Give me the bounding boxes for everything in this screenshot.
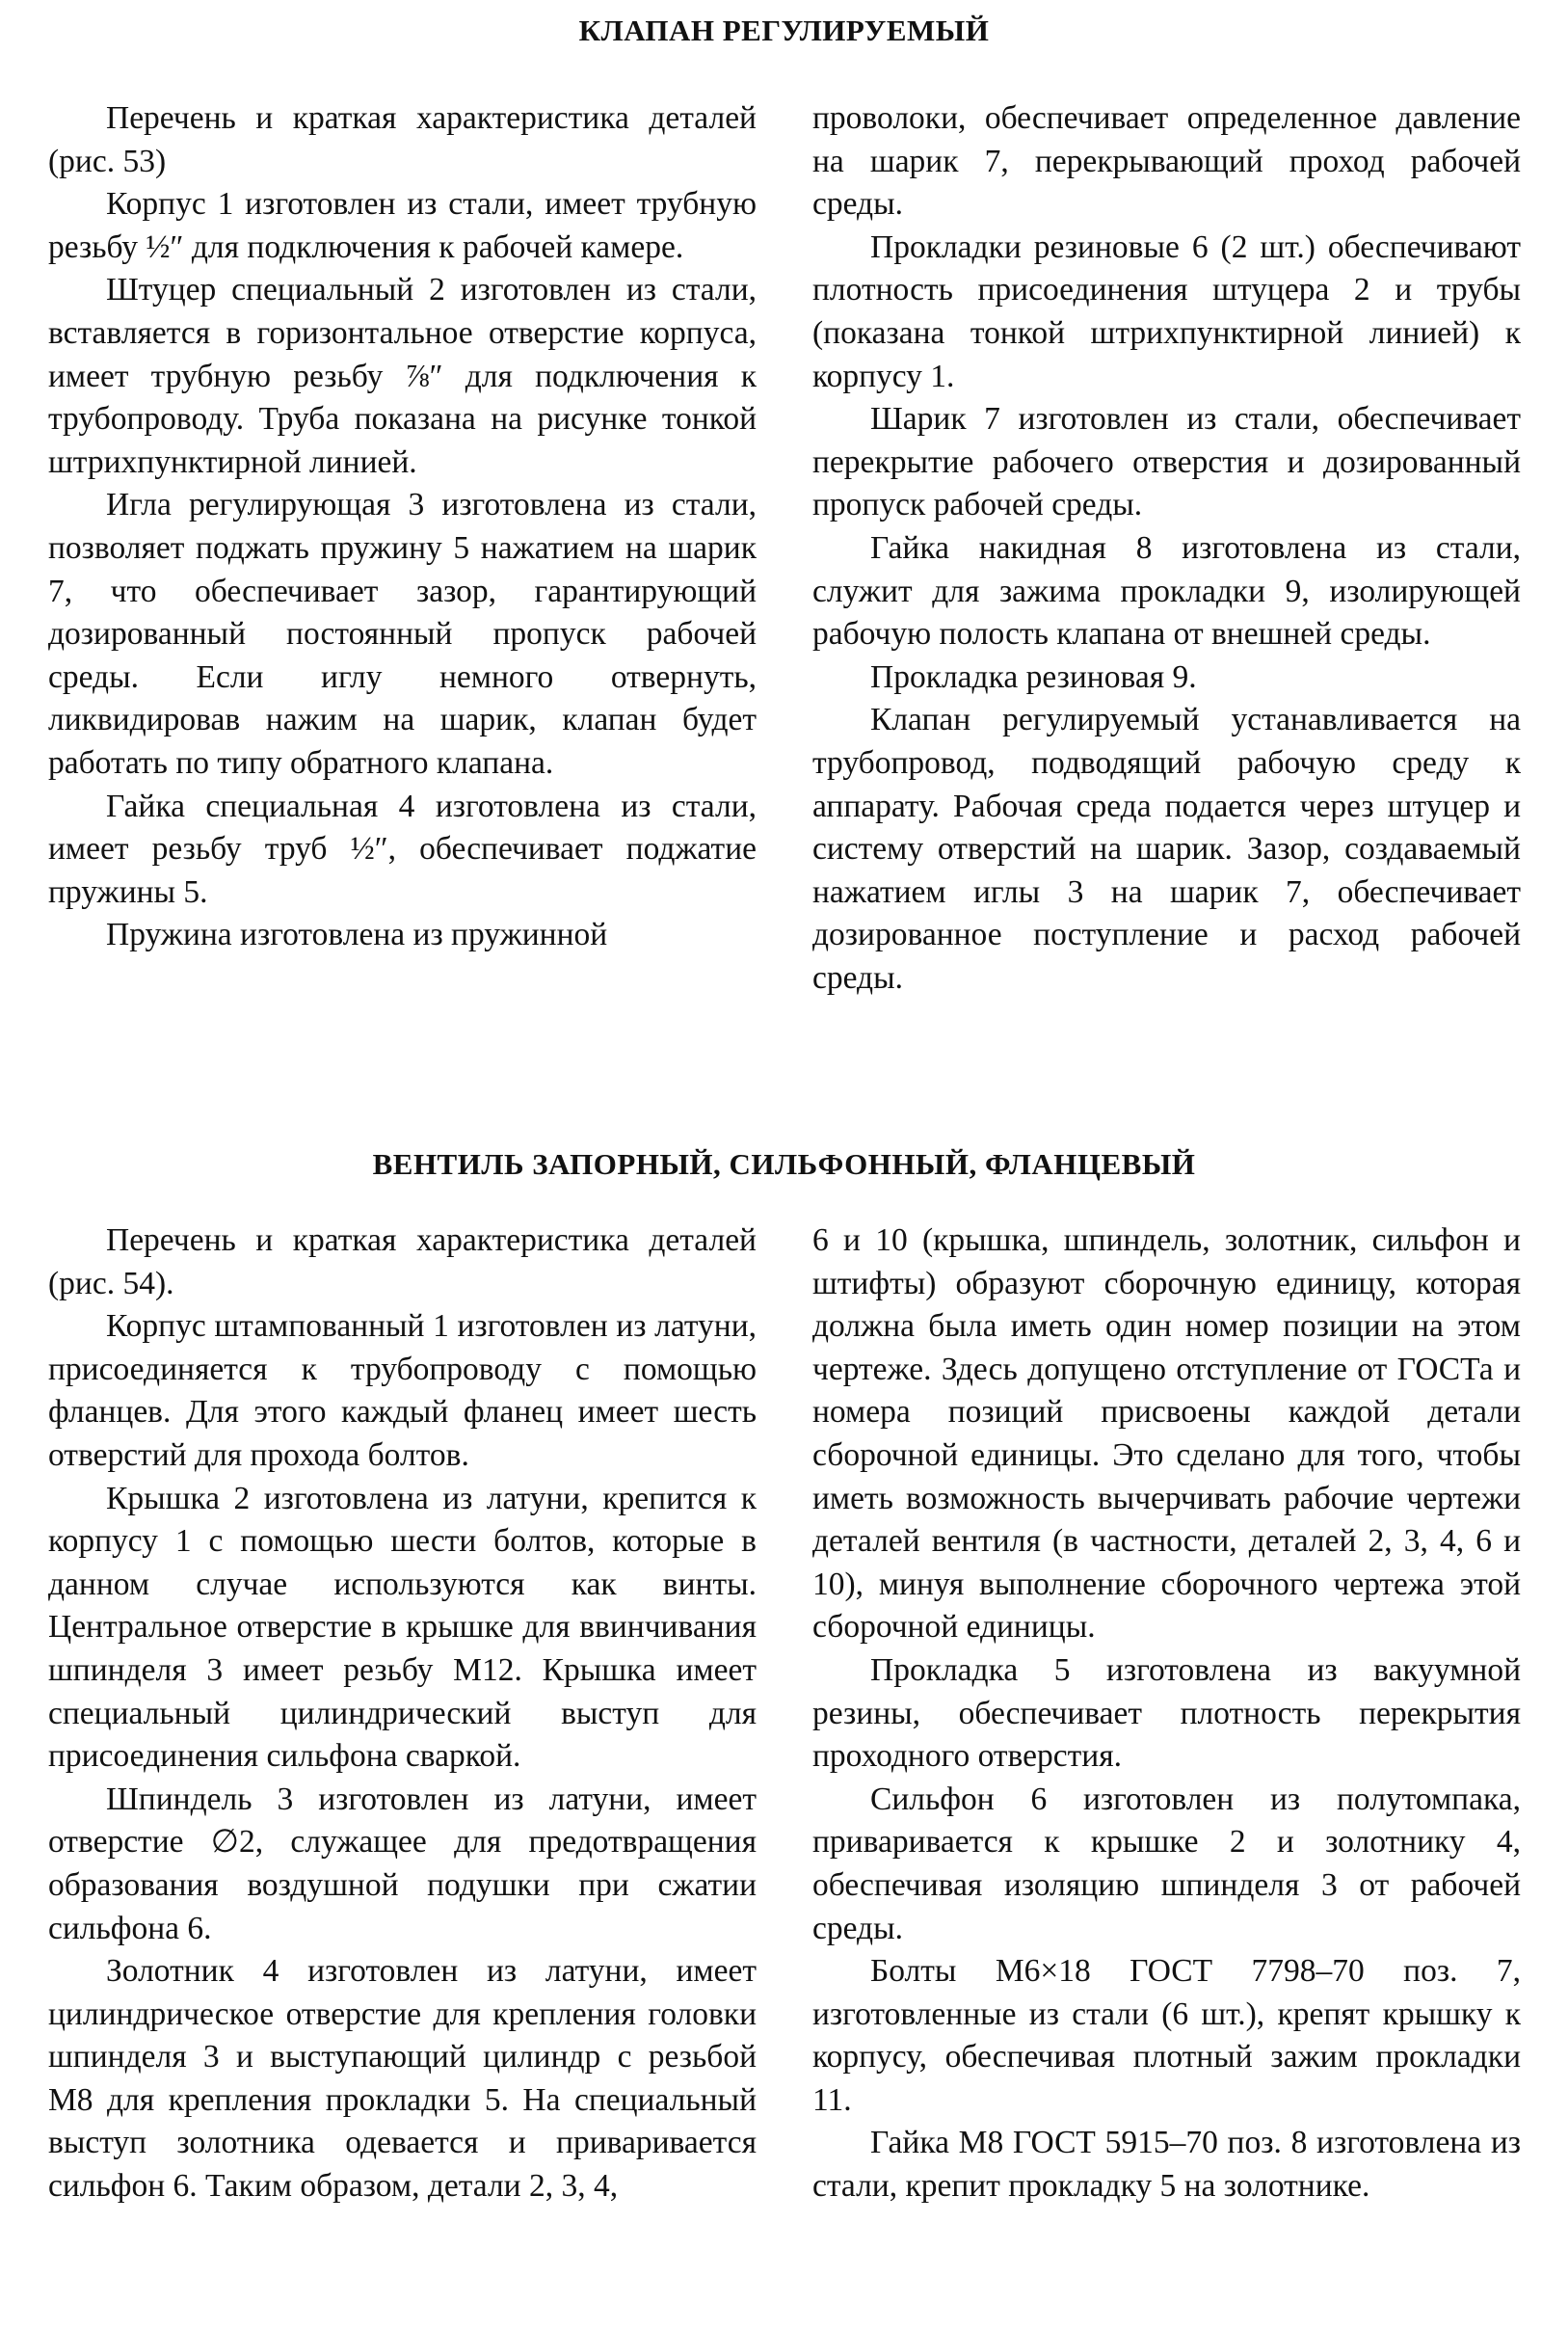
paragraph: Штуцер специальный 2 изготовлен из стали, вставляется в горизонтальное отверстие корпуса, имеет трубную резьбу ⅞″ для подключения к трубопроводу. Труба показана на рисунке тонкой штрихпунктирной линией. [48, 272, 757, 480]
paragraph: Игла регулирующая 3 изготовлена из стали, позволяет поджать пружину 5 нажатием на шарик 7, что обеспечивает зазор, гарантирующий дозированный постоянный пропуск рабочей среды. Если иглу немного отвернуть, ликвидировав нажим на шарик, клапан будет работать по типу обратного клапана. [48, 487, 757, 781]
paragraph: Золотник 4 изготовлен из латуни, имеет цилиндрическое отверстие для крепления головки шпинделя 3 и выступающий цилиндр с резьбой М8 для крепления прокладки 5. На специальный выступ золотника одевается и приваривается сильфон 6. Таким образом, детали 2, 3, 4, [48, 1953, 757, 2205]
paragraph: Шпиндель 3 изготовлен из латуни, имеет отверстие ∅2, служащее для предотвращения образования воздушной подушки при сжатии сильфона 6. [48, 1781, 757, 1946]
paragraph: Перечень и краткая характеристика деталей (рис. 54). [48, 1222, 757, 1301]
paragraph-continued: 6 и 10 (крышка, шпиндель, золотник, сильфон и штифты) образуют сборочную единицу, которая должна была иметь один номер позиции на этом чертеже. Здесь допущено отступление от ГОСТа и номера позиций присвоены каждой детали сборочной единицы. Это сделано для того, чтобы иметь возможность вычерчивать рабочие чертежи деталей вентиля (в частности, деталей 2, 3, 4, 6 и 10), минуя выполнение сборочного чертежа этой сборочной единицы. [812, 1222, 1521, 1646]
paragraph: Прокладка резиновая 9. [870, 658, 1197, 695]
section-title: ВЕНТИЛЬ ЗАПОРНЫЙ, СИЛЬФОННЫЙ, ФЛАНЦЕВЫЙ [372, 1147, 1196, 1181]
paragraph: Гайка М8 ГОСТ 5915–70 поз. 8 изготовлена из стали, крепит прокладку 5 на золотнике. [812, 2125, 1521, 2205]
paragraph: Перечень и краткая характеристика деталей (рис. 53) [48, 100, 757, 179]
paragraph: Корпус 1 изготовлен из стали, имеет трубную резьбу ½″ для подключения к рабочей камере. [48, 186, 757, 265]
paragraph: Клапан регулируемый устанавливается на трубопровод, подводящий рабочую среду к аппарату. Рабочая среда подается через штуцер и систему отверстий на шарик. Зазор, создаваемый нажатием иглы 3 на шарик 7, обеспечивает дозированное поступление и расход рабочей среды. [812, 702, 1521, 996]
paragraph: Пружина изготовлена из пружинной [106, 917, 608, 953]
section-title: КЛАПАН РЕГУЛИРУЕМЫЙ [578, 13, 990, 47]
right-column [812, 1219, 1521, 2209]
paragraph: Шарик 7 изготовлен из стали, обеспечивает перекрытие рабочего отверстия и дозированный пропуск рабочей среды. [812, 401, 1521, 523]
left-column [48, 97, 757, 957]
paragraph: Болты М6×18 ГОСТ 7798–70 поз. 7, изготовленные из стали (6 шт.), крепят крышку к корпусу, обеспечивая плотный зажим прокладки 11. [812, 1953, 1521, 2118]
paragraph: Прокладка 5 изготовлена из вакуумной резины, обеспечивает плотность перекрытия проходного отверстия. [812, 1651, 1521, 1775]
left-column [48, 1219, 757, 2209]
paragraph: Гайка специальная 4 изготовлена из стали, имеет резьбу труб ½″, обеспечивает поджатие пружины 5. [48, 788, 757, 910]
paragraph: Гайка накидная 8 изготовлена из стали, служит для зажима прокладки 9, изолирующей рабочую полость клапана от внешней среды. [812, 529, 1521, 653]
paragraph: Прокладки резиновые 6 (2 шт.) обеспечивают плотность присоединения штуцера 2 и трубы (показана тонкой штрихпунктирной линией) к корпусу 1. [812, 228, 1521, 394]
paragraph: Крышка 2 изготовлена из латуни, крепится к корпусу 1 с помощью шести болтов, которые в данном случае используются как винты. Центральное отверстие в крышке для ввинчивания шпинделя 3 имеет резьбу М12. Крышка имеет специальный цилиндрический выступ для присоединения сильфона сваркой. [48, 1480, 757, 1775]
paragraph: Корпус штампованный 1 изготовлен из латуни, присоединяется к трубопроводу с помощью фланцев. Для этого каждый фланец имеет шесть отверстий для прохода болтов. [48, 1308, 757, 1473]
section-valve-adjustable [0, 0, 1568, 1138]
paragraph: Сильфон 6 изготовлен из полутомпака, приваривается к крышке 2 и золотнику 4, обеспечивая изоляцию шпинделя 3 от рабочей среды. [812, 1781, 1521, 1946]
paragraph-continued: проволоки, обеспечивает определенное давление на шарик 7, перекрывающий проход рабочей среды. [812, 100, 1521, 223]
right-column [812, 97, 1521, 1000]
section-bellows-valve [0, 1138, 1568, 2330]
